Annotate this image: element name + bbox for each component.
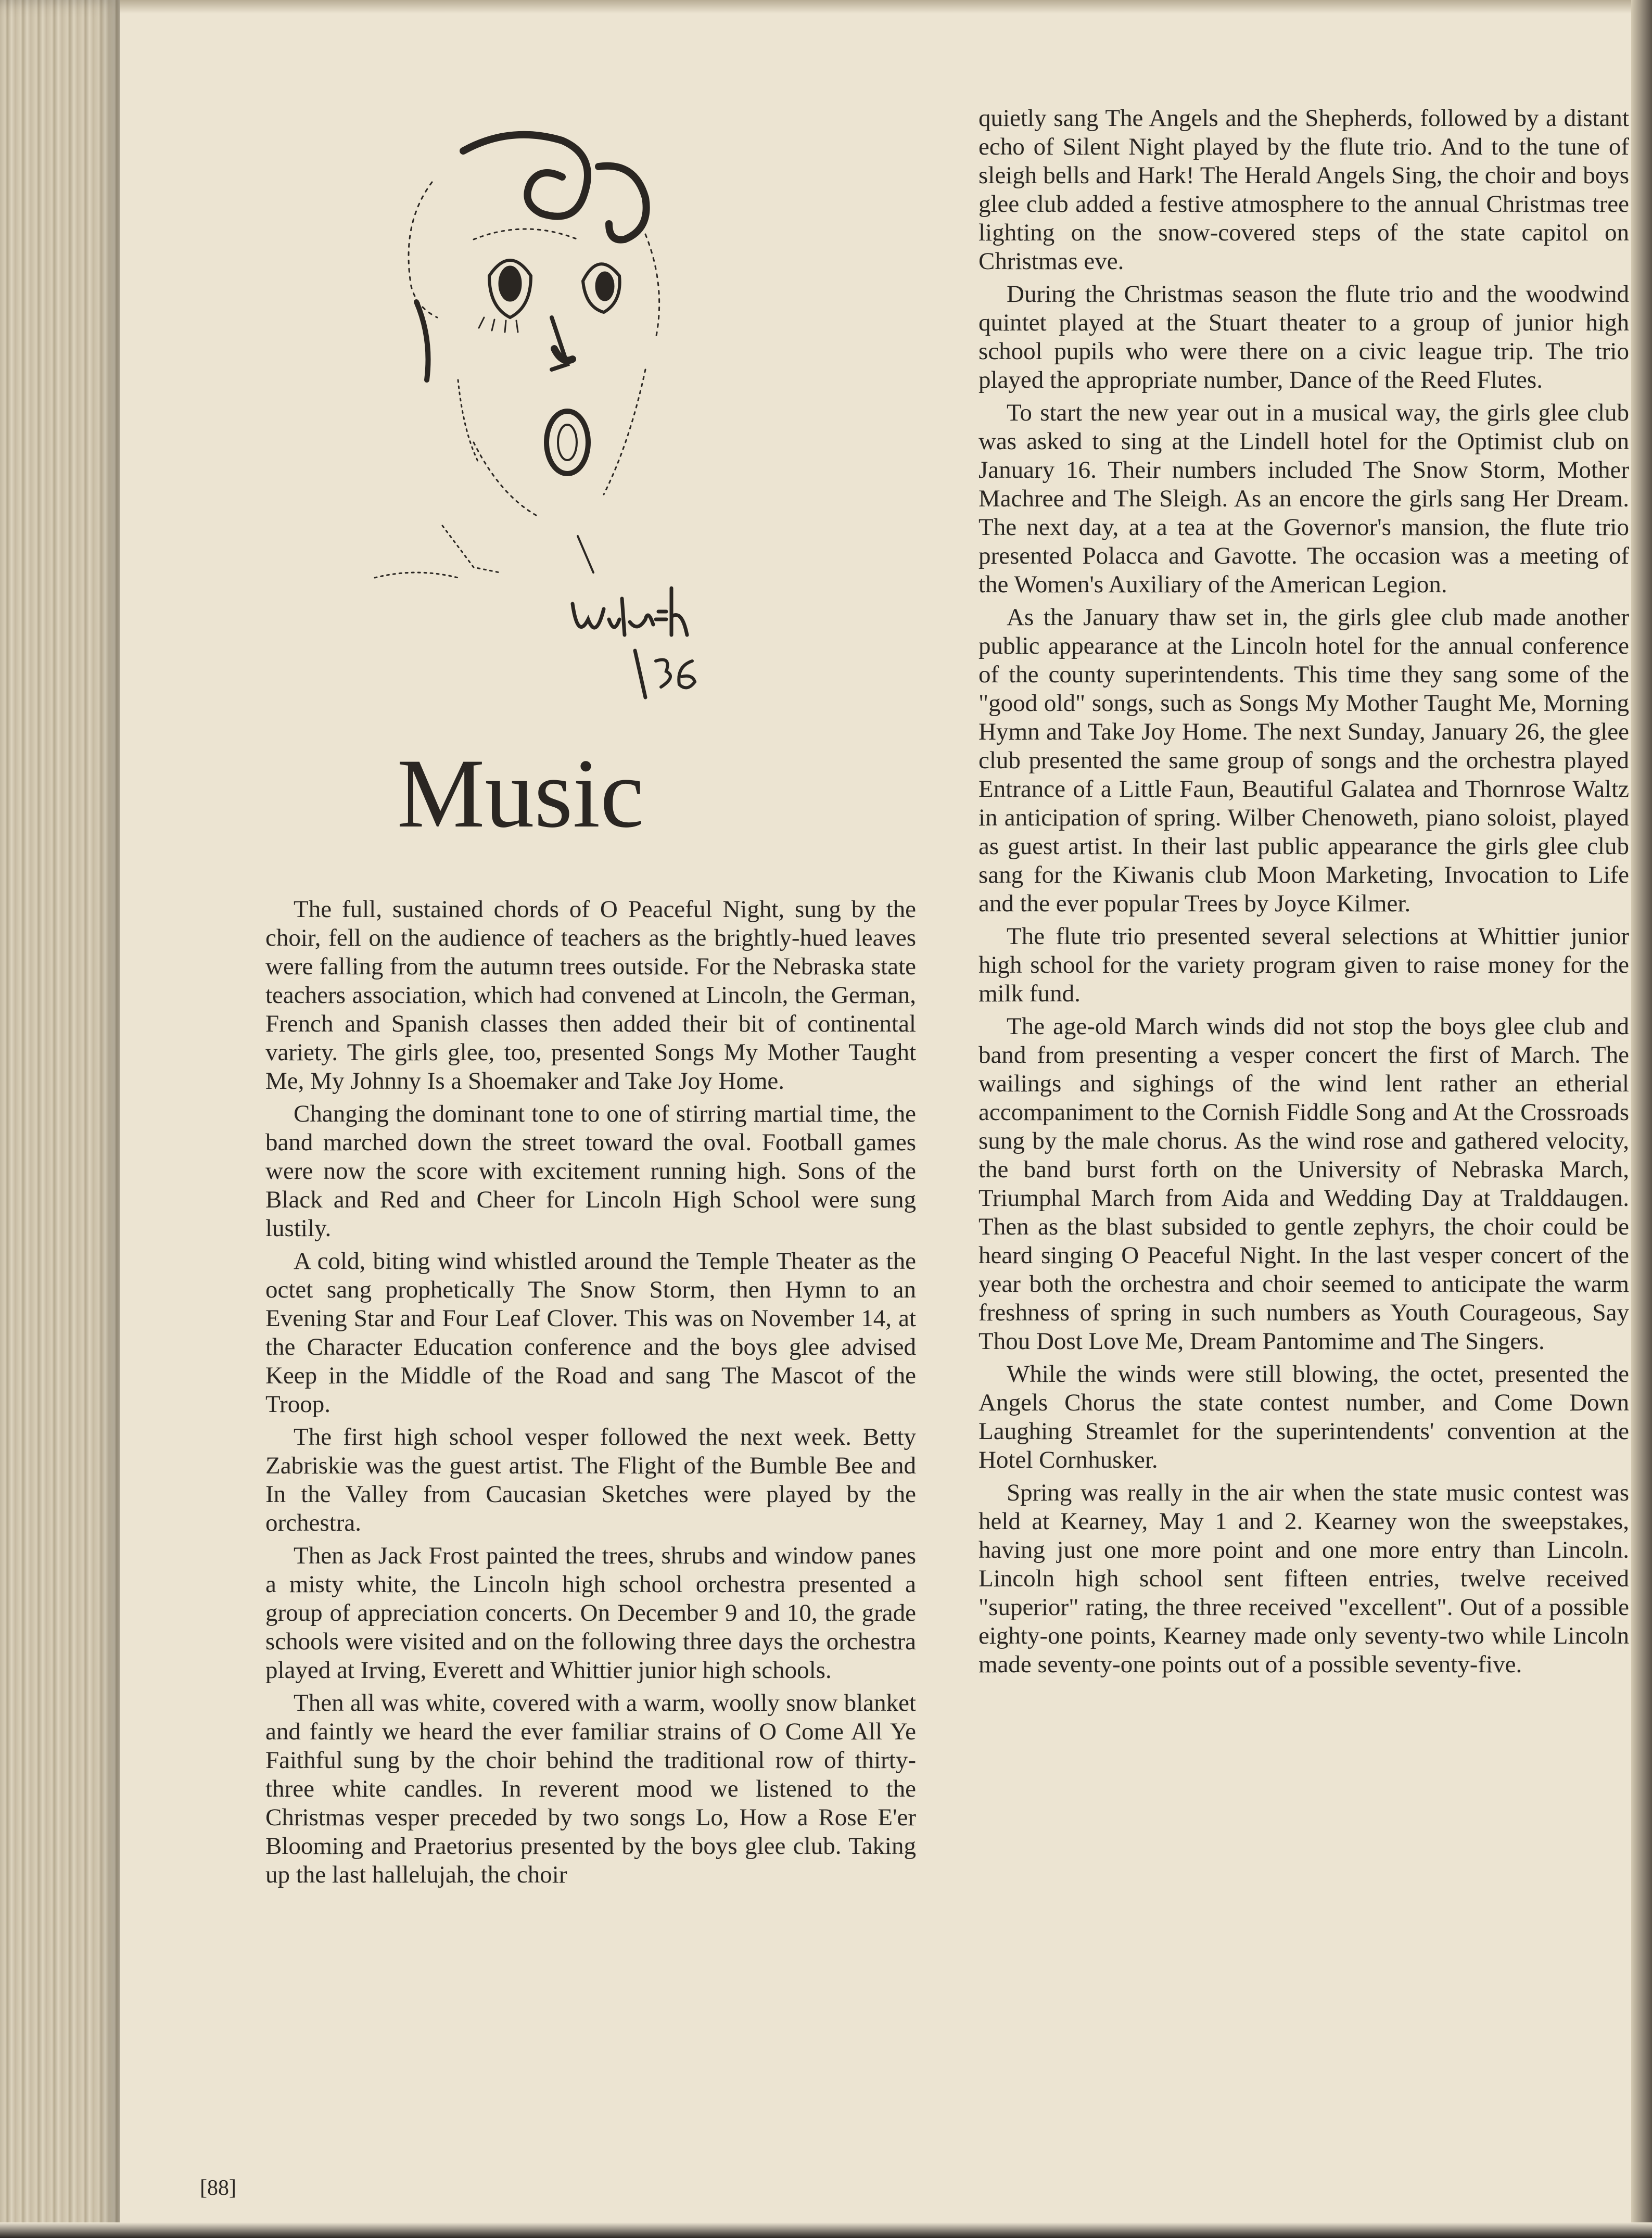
paragraph: Spring was really in the air when the state music contest was held at Kearney, May 1 and 2. Kearney won the sweepstakes, having just one more point and one more entry than Lincoln. Lincoln high school sent fifteen entries, twelve received "superior" rating, the three received "excellent". Out of a possible eighty-one points, Kearney made only seventy-two while Lincoln made seventy-one points out of a possible seventy-five.: [979, 1479, 1629, 1678]
page-bottom-edge: [0, 2222, 1652, 2238]
page-number: [88]: [200, 2176, 236, 2200]
paragraph: The age-old March winds did not stop the boys glee club and band from presenting a vesper concert the first of March. The wailings and sighings of the wind lent rather an etherial accompaniment to the Cornish Fiddle Song and At the Crossroads sung by the male chorus. As the wind rose and gathered velocity, the band burst forth on the University of Nebraska March, Triumphal March from Aida and Wedding Day at Tralddaugen. Then as the blast subsided to gentle zephyrs, the choir could be heard singing O Peaceful Night. In the last vesper concert of the year both the orchestra and choir seemed to anticipate the warm freshness of spring in such numbers as Youth Courageous, Say Thou Dost Love Me, Dream Pantomime and The Singers.: [979, 1013, 1629, 1355]
paragraph: Then all was white, covered with a warm, woolly snow blanket and faintly we heard the ever familiar strains of O Come All Ye Faithful sung by the choir behind the traditional row of thirty-three white candles. In reverent mood we listened to the Christmas vesper preceded by two songs Lo, How a Rose E'er Blooming and Praetorius presented by the boys glee club. Taking up the last hallelujah, the choir: [265, 1689, 916, 1888]
right-text-column: [979, 104, 1629, 1683]
paragraph: As the January thaw set in, the girls glee club made another public appearance at the Lincoln hotel for the annual conference of the county superintendents. This time they sang some of the "good old" songs, such as Songs My Mother Taught Me, Morning Hymn and Take Joy Home. The next Sunday, January 26, the glee club presented the same group of songs and the orchestra played Entrance of a Little Faun, Beautiful Galatea and Thornrose Waltz in anticipation of spring. Wilber Chenoweth, piano soloist, played as guest artist. In their last public appearance the girls glee club sang for the Kiwanis club Moon Marketing, Invocation to Life and the ever popular Trees by Joyce Kilmer.: [979, 604, 1629, 917]
paragraph: Changing the dominant tone to one of stirring martial time, the band marched down the street toward the oval. Football games were now the score with excitement running high. Sons of the Black and Red and Cheer for Lincoln High School were sung lustily.: [265, 1100, 916, 1242]
paragraph: Then as Jack Frost painted the trees, shrubs and window panes a misty white, the Lincoln high school orchestra presented a group of appreciation concerts. On December 9 and 10, the grade schools were visited and on the following three days the orchestra played at Irving, Everett and Whittier junior high schools.: [265, 1542, 916, 1684]
book-binding-edge: [0, 0, 120, 2238]
page-top-edge: [120, 0, 1652, 14]
paragraph: To start the new year out in a musical way, the girls glee club was asked to sing at the Lindell hotel for the Optimist club on January 16. Their numbers included The Snow Storm, Mother Machree and The Sleigh. As an encore the girls sang Her Dream. The next day, at a tea at the Governor's mansion, the flute trio presented Polacca and Gavotte. The occasion was a meeting of the Women's Auxiliary of the American Legion.: [979, 399, 1629, 598]
paragraph: The full, sustained chords of O Peaceful Night, sung by the choir, fell on the audience of teachers as the brightly-hued leaves were falling from the autumn trees outside. For the Nebraska state teachers association, which had convened at Lincoln, the German, French and Spanish classes then added their bit of continental variety. The girls glee, too, presented Songs My Mother Taught Me, My Johnny Is a Shoemaker and Take Joy Home.: [265, 896, 916, 1095]
paragraph: During the Christmas season the flute trio and the woodwind quintet played at the Stuart theater to a group of junior high school pupils who were there on a civic league trip. The trio played the appropriate number, Dance of the Reed Flutes.: [979, 281, 1629, 393]
paragraph: While the winds were still blowing, the octet, presented the Angels Chorus the state contest number, and Come Down Laughing Streamlet for the superintendents' convention at the Hotel Cornhusker.: [979, 1360, 1629, 1473]
left-text-column: [265, 895, 916, 1893]
page-title: Music: [397, 739, 644, 848]
page-right-edge: [1631, 0, 1652, 2238]
paragraph: The flute trio presented several selections at Whittier junior high school for the variety program given to raise money for the milk fund.: [979, 923, 1629, 1007]
face-sketch-illustration: [354, 120, 718, 708]
paragraph: The first high school vesper followed the next week. Betty Zabriskie was the guest artist. The Flight of the Bumble Bee and In the Valley from Caucasian Sketches were played by the orchestra.: [265, 1423, 916, 1536]
paragraph: quietly sang The Angels and the Shepherds, followed by a distant echo of Silent Night played by the flute trio. And to the tune of sleigh bells and Hark! The Herald Angels Sing, the choir and boys glee club added a festive atmosphere to the annual Christmas tree lighting on the snow-covered steps of the state capitol on Christmas eve.: [979, 105, 1629, 275]
paragraph: A cold, biting wind whistled around the Temple Theater as the octet sang prophetically The Snow Storm, then Hymn to an Evening Star and Four Leaf Clover. This was on November 14, at the Character Education conference and the boys glee advised Keep in the Middle of the Road and sang The Mascot of the Troop.: [265, 1248, 916, 1418]
